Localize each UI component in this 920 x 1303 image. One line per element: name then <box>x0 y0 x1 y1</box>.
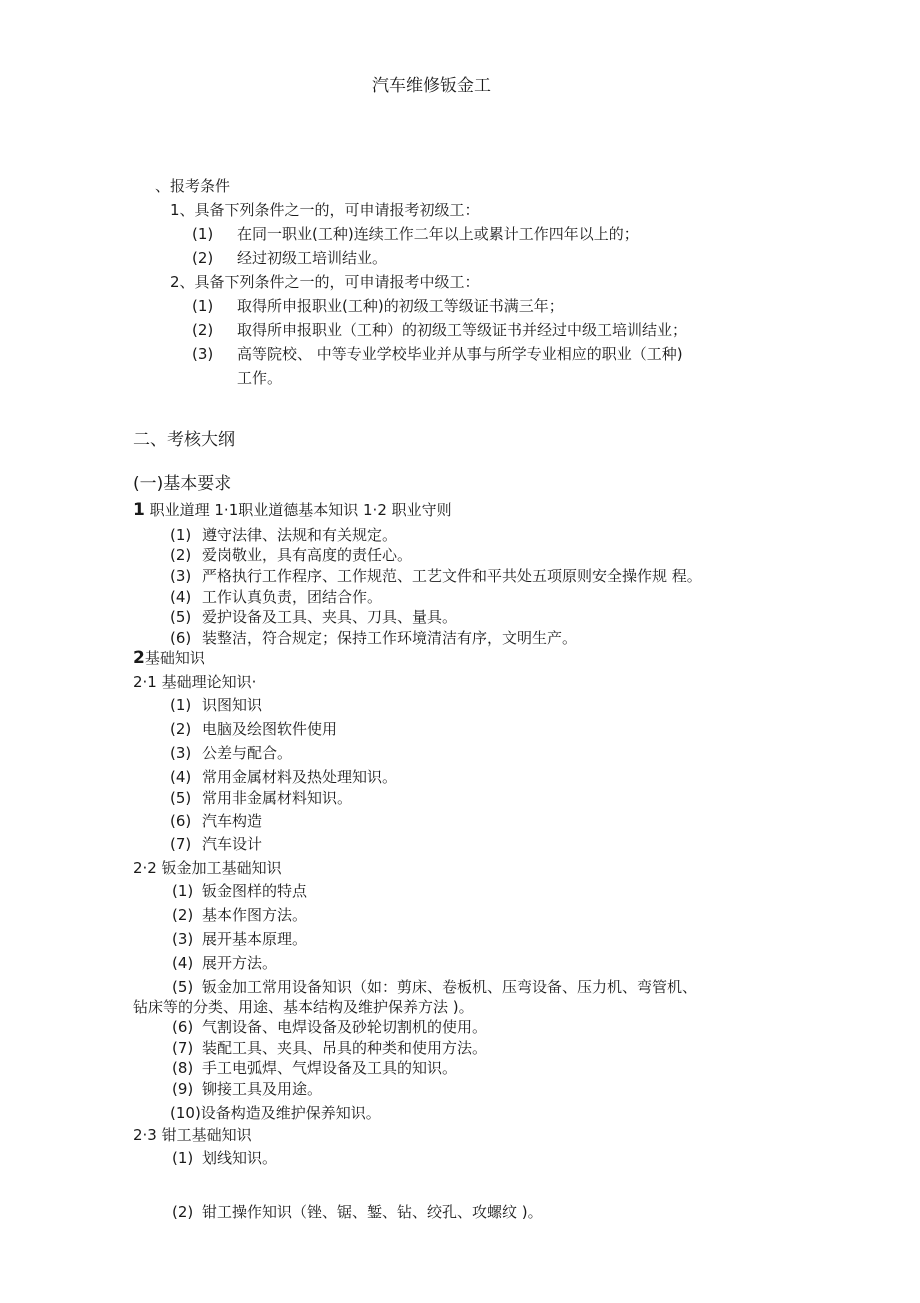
list-item <box>172 953 277 973</box>
part-text: 基础知识 <box>144 649 205 667</box>
item-number: (2) <box>170 720 192 738</box>
item-number: (6) <box>170 629 192 647</box>
list-item <box>172 1038 487 1058</box>
list-item <box>172 1058 457 1078</box>
item-number: (1) <box>172 1149 194 1167</box>
list-item <box>170 695 262 715</box>
item-text: 经过初级工培训结业。 <box>237 249 388 267</box>
item-number: (3) <box>170 744 192 762</box>
item-number: (3) <box>172 930 194 948</box>
part-2-heading <box>133 648 205 668</box>
list-item <box>172 1017 487 1037</box>
item-number: (8) <box>172 1059 194 1077</box>
item-number: (1) <box>192 297 214 315</box>
item-number: (4) <box>170 588 192 606</box>
item-text: 取得所申报职业(工种)的初级工等级证书满三年； <box>237 297 564 315</box>
item-text: 高等院校、 中等专业学校毕业并从事与所学专业相应的职业（工种) <box>237 345 683 363</box>
list-item <box>170 545 412 565</box>
item-text: 爱岗敬业，具有高度的责任心。 <box>202 546 413 564</box>
item-continuation: 工作。 <box>237 369 283 387</box>
item-number: (1) <box>172 882 194 900</box>
item-number: (2) <box>170 546 192 564</box>
item-text: 在同一职业(工种)连续工作二年以上或累计工作四年以上的； <box>237 225 639 243</box>
item-text: 设备构造及维护保养知识。 <box>200 1104 381 1122</box>
item-number: (6) <box>172 1018 194 1036</box>
item-text: 爱护设备及工具、夹具、刀具、量具。 <box>202 608 458 626</box>
item-number: (6) <box>170 812 192 830</box>
list-item <box>192 248 387 268</box>
part-number: 2 <box>133 648 145 668</box>
item-text: 基本作图方法。 <box>202 906 308 924</box>
item-number: (2) <box>172 1203 194 1221</box>
list-item <box>170 788 352 808</box>
item-text: 遵守法律、法规和有关规定。 <box>202 526 398 544</box>
list-item <box>170 811 262 831</box>
list-item <box>192 344 683 364</box>
item-number: (4) <box>170 768 192 786</box>
item-number: (7) <box>170 835 192 853</box>
item-text: 汽车设计 <box>202 835 263 853</box>
subsection-2-3-label: 2·3 钳工基础知识 <box>133 1126 252 1144</box>
item-number: (5) <box>170 789 192 807</box>
item-text: 气割设备、电焊设备及砂轮切割机的使用。 <box>202 1018 488 1036</box>
item-number: (7) <box>172 1039 194 1057</box>
list-item <box>172 905 307 925</box>
subsection-2-2-label: 2·2 钣金加工基础知识 <box>133 859 282 877</box>
item-text: 手工电弧焊、气焊设备及工具的知识。 <box>202 1059 458 1077</box>
item-number: (2) <box>172 906 194 924</box>
list-item <box>192 320 687 340</box>
condition-1-label: 1、具备下列条件之一的，可申请报考初级工： <box>170 201 480 219</box>
item-number: (4) <box>172 954 194 972</box>
item-number: (1) <box>170 526 192 544</box>
list-item <box>170 834 262 854</box>
item-text: 严格执行工作程序、工作规范、工艺文件和平共处五项原则安全操作规 程。 <box>202 567 702 585</box>
item-number: (1) <box>170 696 192 714</box>
item-number: (3) <box>192 345 214 363</box>
item-text: 装整洁，符合规定；保持工作环境清洁有序，文明生产。 <box>202 629 578 647</box>
item-text: 取得所申报职业（工种）的初级工等级证书并经过中级工培训结业； <box>237 321 688 339</box>
item-number: (10) <box>170 1104 201 1122</box>
section-heading-requirements: 、报考条件 <box>155 177 231 195</box>
part-text: 职业道理 1·1职业道德基本知识 1·2 职业守则 <box>149 501 452 519</box>
item-text: 公差与配合。 <box>202 744 293 762</box>
item-number: (2) <box>192 321 214 339</box>
list-item <box>170 607 457 627</box>
item-number: (5) <box>172 978 194 996</box>
item-text: 铆接工具及用途。 <box>202 1080 323 1098</box>
list-item <box>170 743 292 763</box>
list-item <box>172 1202 543 1222</box>
list-item <box>172 881 307 901</box>
item-text: 钣金图样的特点 <box>202 882 308 900</box>
item-text: 常用非金属材料知识。 <box>202 789 353 807</box>
part-number: 1 <box>133 500 145 520</box>
item-number: (2) <box>192 249 214 267</box>
list-item <box>172 929 307 949</box>
list-item <box>170 566 702 586</box>
item-text: 工作认真负责，团结合作。 <box>202 588 383 606</box>
list-item <box>170 767 397 787</box>
subsection-heading-basic: (一)基本要求 <box>133 474 232 494</box>
item-number: (3) <box>170 567 192 585</box>
item-number: (1) <box>192 225 214 243</box>
list-item <box>170 525 397 545</box>
item-text: 展开方法。 <box>202 954 278 972</box>
list-item <box>172 1148 277 1168</box>
item-text: 展开基本原理。 <box>202 930 308 948</box>
item-text: 划线知识。 <box>202 1149 278 1167</box>
item-number: (5) <box>170 608 192 626</box>
item-text: 识图知识 <box>202 696 263 714</box>
section-heading-outline: 二、考核大纲 <box>133 430 235 450</box>
list-item <box>192 224 639 244</box>
item-text: 汽车构造 <box>202 812 263 830</box>
subsection-2-1-label: 2·1 基础理论知识· <box>133 673 257 691</box>
part-1-heading <box>133 500 452 520</box>
list-item <box>170 628 577 648</box>
list-item <box>170 587 382 607</box>
list-item <box>170 719 337 739</box>
item-number: (9) <box>172 1080 194 1098</box>
list-item <box>170 1103 381 1123</box>
list-item <box>172 1079 322 1099</box>
item-text: 常用金属材料及热处理知识。 <box>202 768 398 786</box>
condition-2-label: 2、具备下列条件之一的，可申请报考中级工： <box>170 273 480 291</box>
list-item <box>172 977 697 997</box>
item-text: 钣金加工常用设备知识（如：剪床、卷板机、压弯设备、压力机、弯管机、 <box>202 978 698 996</box>
item-continuation: 钻床等的分类、用途、基本结构及维护保养方法 )。 <box>133 998 474 1016</box>
item-text: 钳工操作知识（锉、锯、錾、钻、绞孔、攻螺纹 )。 <box>202 1203 543 1221</box>
page-title: 汽车维修钣金工 <box>372 76 491 96</box>
item-text: 装配工具、夹具、吊具的种类和使用方法。 <box>202 1039 488 1057</box>
list-item <box>192 296 564 316</box>
item-text: 电脑及绘图软件使用 <box>202 720 338 738</box>
